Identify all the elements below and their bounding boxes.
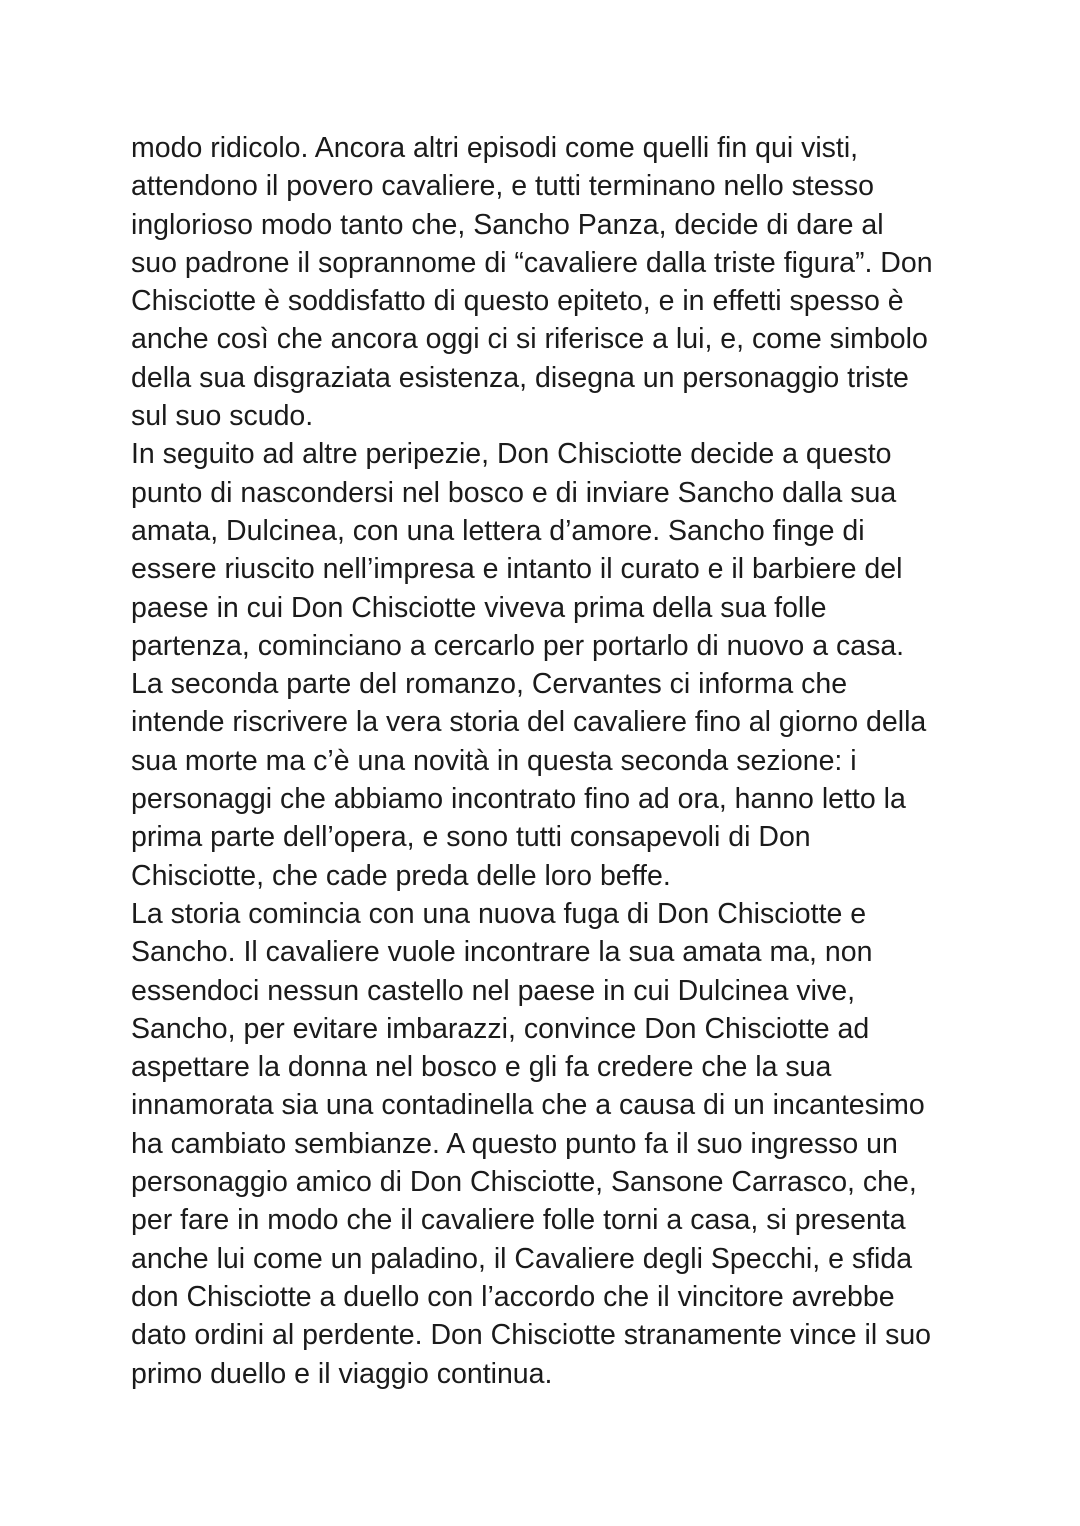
- text-line: attendono il povero cavaliere, e tutti terminano nello stesso: [131, 170, 875, 203]
- text-line: Sancho, per evitare imbarazzi, convince Don Chisciotte ad: [131, 1012, 870, 1045]
- text-line: modo ridicolo. Ancora altri episodi come quelli fin qui visti,: [131, 132, 859, 164]
- text-line: personaggi che abbiamo incontrato fino ad ora, hanno letto la: [131, 783, 906, 816]
- text-line: dato ordini al perdente. Don Chisciotte stranamente vince il suo: [131, 1319, 932, 1352]
- text-line: Sancho. Il cavaliere vuole incontrare la sua amata ma, non: [131, 936, 873, 969]
- text-line: Chisciotte, che cade preda delle loro beffe.: [131, 859, 671, 892]
- text-line: personaggio amico di Don Chisciotte, Sansone Carrasco, che,: [131, 1166, 917, 1199]
- text-line: anche lui come un paladino, il Cavaliere degli Specchi, e sfida: [131, 1242, 913, 1275]
- text-line: paese in cui Don Chisciotte viveva prima della sua folle: [131, 591, 827, 624]
- text-line: ha cambiato sembianze. A questo punto fa il suo ingresso un: [131, 1127, 898, 1160]
- body-text: [131, 129, 971, 1393]
- text-line: innamorata sia una contadinella che a causa di un incantesimo: [131, 1089, 925, 1122]
- text-line: della sua disgraziata esistenza, disegna un personaggio triste: [131, 361, 909, 394]
- text-line: anche così che ancora oggi ci si riferisce a lui, e, come simbolo: [131, 323, 928, 356]
- text-line: per fare in modo che il cavaliere folle torni a casa, si presenta: [131, 1204, 906, 1237]
- text-line: essere riuscito nell’impresa e intanto il curato e il barbiere del: [131, 553, 903, 586]
- text-line: amata, Dulcinea, con una lettera d’amore. Sancho finge di: [131, 514, 865, 547]
- text-line: La seconda parte del romanzo, Cervantes ci informa che: [131, 668, 848, 701]
- text-line: La storia comincia con una nuova fuga di Don Chisciotte e: [131, 897, 867, 930]
- text-line: essendoci nessun castello nel paese in cui Dulcinea vive,: [131, 974, 856, 1007]
- text-line: sua morte ma c’è una novità in questa seconda sezione: i: [131, 744, 857, 777]
- text-line: sul suo scudo.: [131, 400, 314, 433]
- text-line: In seguito ad altre peripezie, Don Chisciotte decide a questo: [131, 438, 892, 471]
- text-line: Chisciotte è soddisfatto di questo epiteto, e in effetti spesso è: [131, 285, 904, 318]
- text-line: intende riscrivere la vera storia del cavaliere fino al giorno della: [131, 706, 927, 739]
- text-line: don Chisciotte a duello con l’accordo che il vincitore avrebbe: [131, 1280, 895, 1313]
- text-line: prima parte dell’opera, e sono tutti consapevoli di Don: [131, 821, 811, 854]
- text-line: partenza, cominciano a cercarlo per portarlo di nuovo a casa.: [131, 629, 905, 662]
- text-line: aspettare la donna nel bosco e gli fa credere che la sua: [131, 1051, 832, 1084]
- text-line: suo padrone il soprannome di “cavaliere dalla triste figura”. Don: [131, 246, 933, 279]
- text-line: inglorioso modo tanto che, Sancho Panza, decide di dare al: [131, 208, 884, 241]
- text-line: punto di nascondersi nel bosco e di inviare Sancho dalla sua: [131, 476, 897, 509]
- text-line: primo duello e il viaggio continua.: [131, 1357, 553, 1390]
